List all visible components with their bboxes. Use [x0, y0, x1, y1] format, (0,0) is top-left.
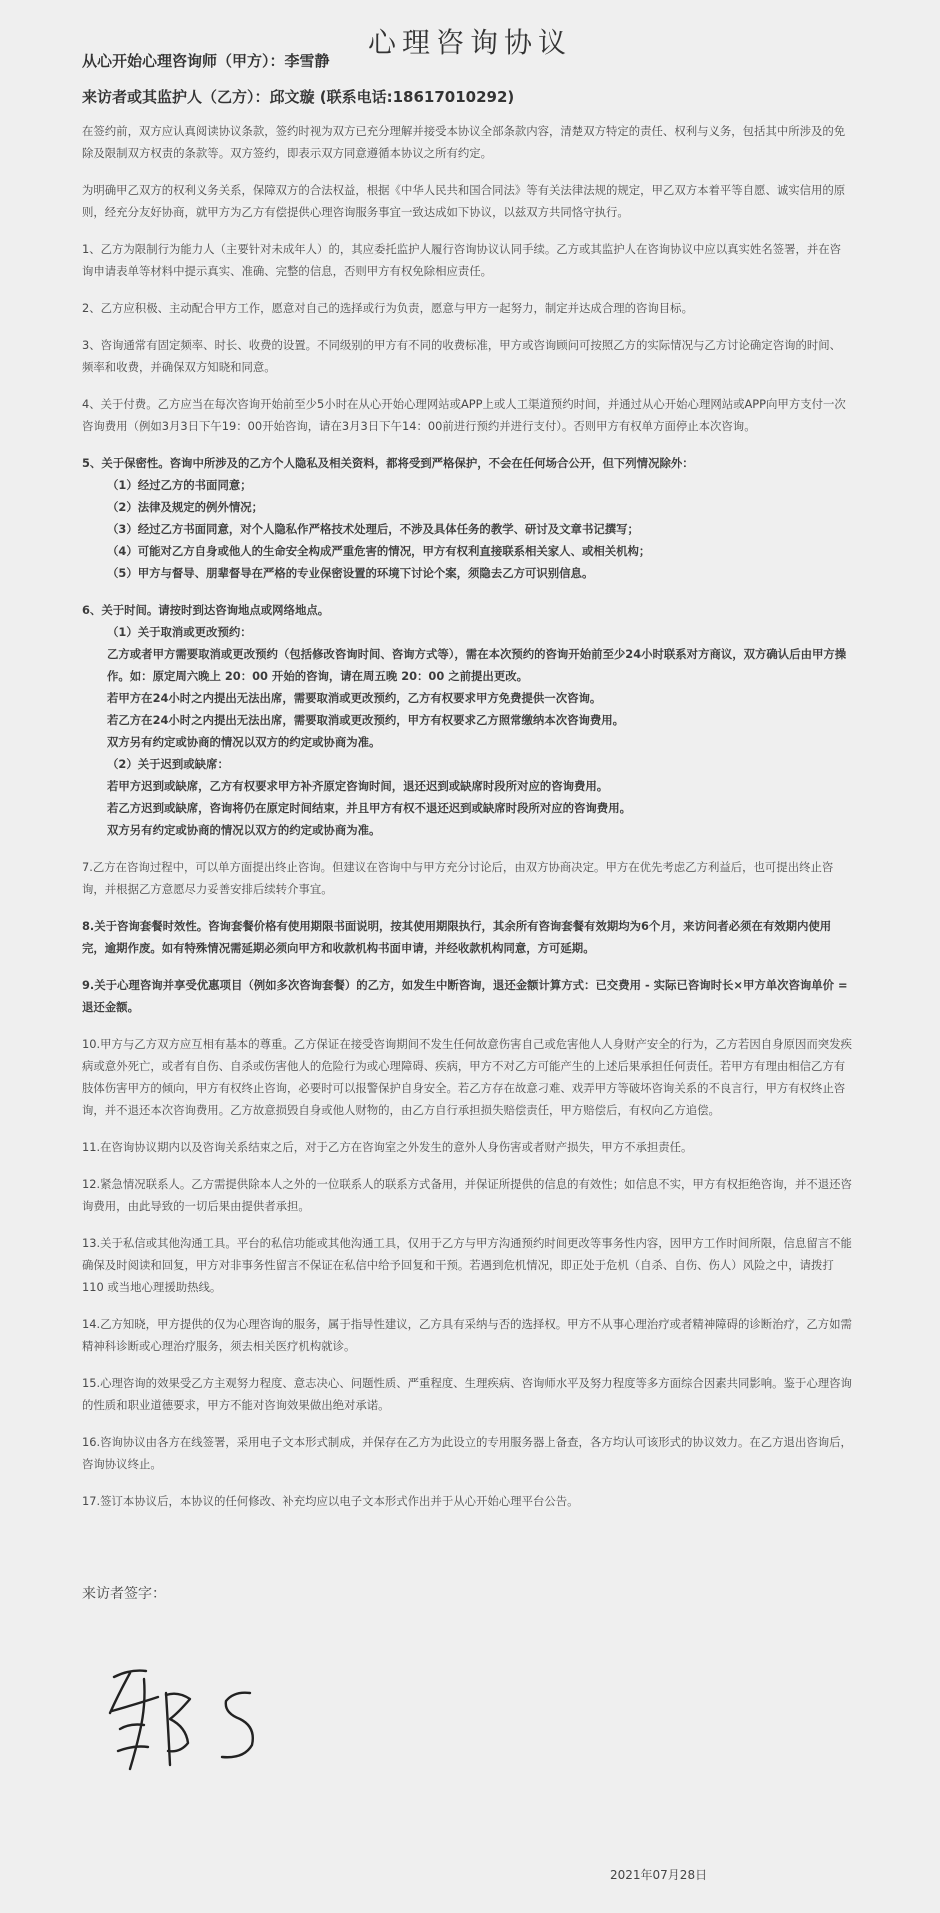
clause-6-sub2-line: 若乙方迟到或缺席，咨询将仍在原定时间结束，并且甲方有权不退还迟到或缺席时段所对应的咨询费用。: [107, 801, 631, 815]
basis-paragraph: 为明确甲乙双方的权利义务关系，保障双方的合法权益，根据《中华人民共和国合同法》等有关法律法规的规定，甲乙双方本着平等自愿、诚实信用的原则，经充分友好协商，就甲方为乙方有偿提供心理咨询服务事宜一致达成如下协议，以兹双方共同恪守执行。: [82, 183, 846, 219]
clause-17: 17.签订本协议后，本协议的任何修改、补充均应以电子文本形式作出并于从心开始心理平台公告。: [82, 1494, 579, 1508]
clause-5-heading: 5、关于保密性。咨询中所涉及的乙方个人隐私及相关资料，都将受到严格保护，不会在任何场合公开，但下列情况除外：: [82, 456, 694, 470]
clause-5: [82, 452, 852, 584]
signature-date: 2021年07月28日: [610, 1868, 708, 1882]
clause-5-item: （2）法律及规定的例外情况；: [107, 500, 264, 514]
clause-6-sub2-line: 若甲方迟到或缺席，乙方有权要求甲方补齐原定咨询时间，退还迟到或缺席时段所对应的咨询费用。: [107, 779, 609, 793]
party-b-line: 来访者或其监护人（乙方）：邱文璇 (联系电话:18617010292): [82, 88, 515, 106]
page-title: 心理咨询协议: [367, 25, 572, 59]
clause-10: 10.甲方与乙方双方应互相有基本的尊重。乙方保证在接受咨询期间不发生任何故意伤害自己或危害他人人身财产安全的行为，乙方若因自身原因而突发疾病或意外死亡，或者有自伤、自杀或伤害他人的危险行为或心理障碍、疾病，甲方不对乙方可能产生的上述后果承担任何责任。若甲方有理由相信乙方有肢体伤害甲方的倾向，甲方有权终止咨询，必要时可以报警保护自身安全。若乙方存在故意刁难、戏弄甲方等破坏咨询关系的不良言行，甲方有权终止咨询，并不退还本次咨询费用。乙方故意损毁自身或他人财物的，由乙方自行承担损失赔偿责任，甲方赔偿后，有权向乙方追偿。: [82, 1037, 852, 1117]
clause-6-sub2-title: （2）关于迟到或缺席：: [107, 757, 229, 771]
clause-2: 2、乙方应积极、主动配合甲方工作，愿意对自己的选择或行为负责，愿意与甲方一起努力，制定并达成合理的咨询目标。: [82, 301, 693, 315]
clause-14: 14.乙方知晓，甲方提供的仅为心理咨询的服务，属于指导性建议，乙方具有采纳与否的选择权。甲方不从事心理治疗或者精神障碍的诊断治疗，乙方如需精神科诊断或心理治疗服务，须去相关医疗机构就诊。: [82, 1317, 852, 1353]
signature-label: 来访者签字：: [82, 1586, 166, 1602]
clause-5-item: （5）甲方与督导、朋辈督导在严格的专业保密设置的环境下讨论个案，须隐去乙方可识别信息。: [107, 566, 594, 580]
clause-1: 1、乙方为限制行为能力人（主要针对未成年人）的，其应委托监护人履行咨询协议认同手续。乙方或其监护人在咨询协议中应以真实姓名签署，并在咨询申请表单等材料中提示真实、准确、完整的信息，否则甲方有权免除相应责任。: [82, 242, 842, 278]
clause-6: [82, 599, 852, 841]
clause-8: 8.关于咨询套餐时效性。咨询套餐价格有使用期限书面说明，按其使用期限执行，其余所有咨询套餐有效期均为6个月，来访问者必须在有效期内使用完，逾期作废。如有特殊情况需延期必须向甲方和收款机构书面申请，并经收款机构同意，方可延期。: [82, 919, 832, 955]
clause-6-sub1-line: 若甲方在24小时之内提出无法出席，需要取消或更改预约，乙方有权要求甲方免费提供一次咨询。: [107, 691, 602, 705]
clause-12: 12.紧急情况联系人。乙方需提供除本人之外的一位联系人的联系方式备用，并保证所提供的信息的有效性；如信息不实，甲方有权拒绝咨询，并不退还咨询费用，由此导致的一切后果由提供者承担。: [82, 1177, 852, 1213]
clause-16: 16.咨询协议由各方在线签署，采用电子文本形式制成，并保存在乙方为此设立的专用服务器上备查，各方均认可该形式的协议效力。在乙方退出咨询后，咨询协议终止。: [82, 1435, 852, 1471]
party-a-line: 从心开始心理咨询师（甲方）：李雪静: [82, 52, 330, 70]
clause-3: 3、咨询通常有固定频率、时长、收费的设置。不同级别的甲方有不同的收费标准，甲方或咨询顾问可按照乙方的实际情况与乙方讨论确定咨询的时间、频率和收费，并确保双方知晓和同意。: [82, 338, 842, 374]
intro-paragraph: 在签约前，双方应认真阅读协议条款，签约时视为双方已充分理解并接受本协议全部条款内容，清楚双方特定的责任、权利与义务，包括其中所涉及的免除及限制双方权责的条款等。双方签约，即表示双方同意遵循本协议之所有约定。: [82, 124, 846, 160]
clause-5-item: （1）经过乙方的书面同意；: [107, 478, 252, 492]
clause-7: 7.乙方在咨询过程中，可以单方面提出终止咨询。但建议在咨询中与甲方充分讨论后，由双方协商决定。甲方在优先考虑乙方利益后，也可提出终止咨询，并根据乙方意愿尽力妥善安排后续转介事宜。: [82, 860, 834, 896]
clause-6-sub1-line: 双方另有约定或协商的情况以双方的约定或协商为准。: [107, 735, 381, 749]
clause-5-item: （4）可能对乙方自身或他人的生命安全构成严重危害的情况，甲方有权利直接联系相关家人、或相关机构；: [107, 544, 651, 558]
clause-5-item: （3）经过乙方书面同意，对个人隐私作严格技术处理后，不涉及具体任务的教学、研讨及文章书记撰写；: [107, 522, 639, 536]
clause-6-sub1-title: （1）关于取消或更改预约：: [107, 625, 252, 639]
clause-4: 4、关于付费。乙方应当在每次咨询开始前至少5小时在从心开始心理网站或APP上或人工渠道预约时间，并通过从心开始心理网站或APP向甲方支付一次咨询费用（例如3月3日下午19：00开始咨询，请在3月3日下午14：00前进行预约并进行支付）。否则甲方有权单方面停止本次咨询。: [82, 397, 846, 433]
clause-11: 11.在咨询协议期内以及咨询关系结束之后，对于乙方在咨询室之外发生的意外人身伤害或者财产损失，甲方不承担责任。: [82, 1140, 693, 1154]
clause-15: 15.心理咨询的效果受乙方主观努力程度、意志决心、问题性质、严重程度、生理疾病、咨询师水平及努力程度等多方面综合因素共同影响。鉴于心理咨询的性质和职业道德要求，甲方不能对咨询效果做出绝对承诺。: [82, 1376, 852, 1412]
agreement-body: [82, 120, 852, 1527]
clause-13: 13.关于私信或其他沟通工具。平台的私信功能或其他沟通工具，仅用于乙方与甲方沟通预约时间更改等事务性内容，因甲方工作时间所限，信息留言不能确保及时阅读和回复，甲方对非事务性留言不保证在私信中给予回复和干预。若遇到危机情况，即正处于危机（自杀、自伤、伤人）风险之中，请拨打 110 或当地心理援助热线。: [82, 1236, 852, 1294]
handwritten-signature: [100, 1665, 300, 1785]
clause-6-sub1-body: 乙方或者甲方需要取消或更改预约（包括修改咨询时间、咨询方式等），需在本次预约的咨询开始前至少24小时联系对方商议，双方确认后由甲方操作。如：原定周六晚上 20：00 开始的咨询，请在周五晚 20：00 之前提出更改。: [107, 647, 847, 683]
clause-9: 9.关于心理咨询并享受优惠项目（例如多次咨询套餐）的乙方，如发生中断咨询，退还金额计算方式：已交费用 - 实际已咨询时长×甲方单次咨询单价 = 退还金额。: [82, 978, 848, 1014]
clause-6-heading: 6、关于时间。请按时到达咨询地点或网络地点。: [82, 603, 330, 617]
clause-6-sub1-line: 若乙方在24小时之内提出无法出席，需要取消或更改预约，甲方有权要求乙方照常缴纳本次咨询费用。: [107, 713, 625, 727]
clause-6-sub2-line: 双方另有约定或协商的情况以双方的约定或协商为准。: [107, 823, 381, 837]
